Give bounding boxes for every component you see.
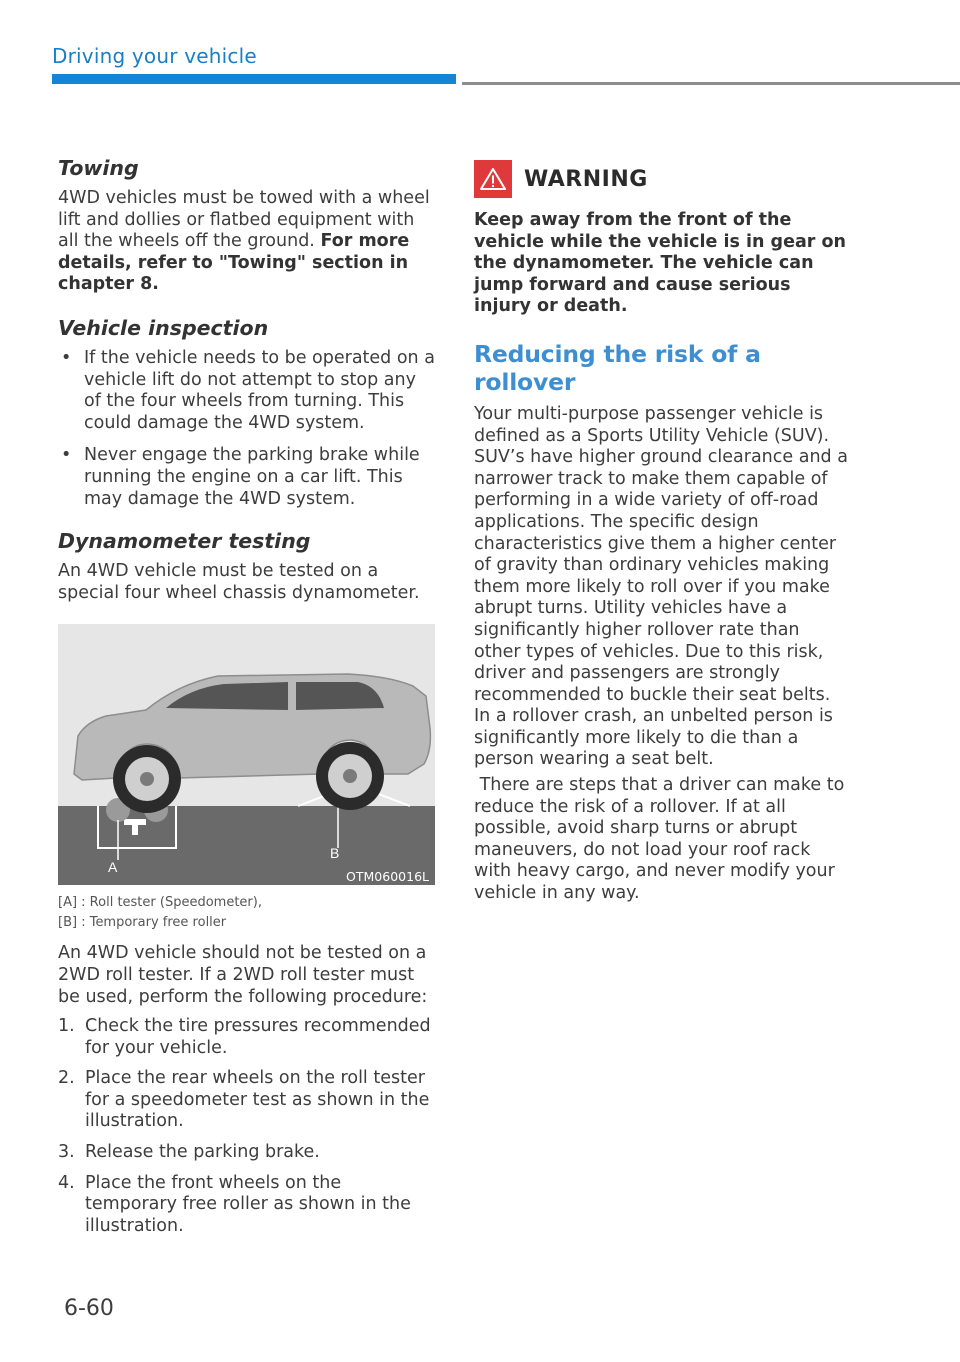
rollover-section <box>474 340 850 905</box>
right-column <box>474 156 850 905</box>
warning-box <box>474 160 850 318</box>
warning-header <box>474 160 850 198</box>
list-item: 3. Release the parking brake. <box>58 1142 320 1163</box>
rollover-paragraph-1: Your multi-purpose passenger vehicle is defined as a Sports Utility Vehicle (SUV). SUV’s have higher ground clearance and a narrower track to make them capable of performing in a wide variety of off-road applications. The specific design characteristics give them a higher center of gravity than ordinary vehicles making them more likely to roll over if you make abrupt turns. Utility vehicles have a significantly higher rollover rate than other types of vehicles. Due to this risk, driver and passengers are strongly recommended to buckle their seat belts. In a rollover crash, an unbelted person is significantly more likely to die than a person wearing a seat belt. <box>474 403 848 770</box>
left-column <box>58 156 438 1246</box>
towing-reference: For more details, refer to "Towing" section in chapter 8. <box>58 231 410 295</box>
caption-line-a: [A] : Roll tester (Speedometer), <box>58 895 262 911</box>
towing-text: 4WD vehicles must be towed with a wheel lift and dollies or flatbed equipment with all the wheels off the ground. For more details, refer to "Towing" section in chapter 8. <box>58 188 430 295</box>
rollover-paragraph-2: There are steps that a driver can make to reduce the risk of a rollover. If at all possible, avoid sharp turns or abrupt maneuvers, do not load your roof rack with heavy cargo, and never modify your vehicle in any way. <box>474 775 850 904</box>
inspection-heading: Vehicle inspection <box>58 315 269 340</box>
inspection-list <box>58 348 438 510</box>
procedure-steps <box>58 1016 438 1237</box>
dynamometer-heading: Dynamometer testing <box>58 529 311 554</box>
list-item: • Never engage the parking brake while running the engine on a car lift. This may damage the 4WD system. <box>61 445 420 509</box>
page-number: 6-60 <box>64 1296 114 1321</box>
warning-title: WARNING <box>524 166 648 192</box>
figure-label-b: B <box>330 845 340 862</box>
rollover-heading: Reducing the risk of a rollover <box>474 339 761 396</box>
inspection-section <box>58 316 438 510</box>
dynamometer-section <box>58 529 438 604</box>
list-item: • If the vehicle needs to be operated on a vehicle lift do not attempt to stop any of the four wheels from turning. This could damage the 4WD system. <box>61 347 435 433</box>
bullet-dot: • <box>61 445 72 466</box>
car-on-roller-illustration <box>58 624 435 885</box>
warning-triangle-icon <box>474 160 512 198</box>
page-header-title: Driving your vehicle <box>52 44 257 68</box>
dynamometer-illustration <box>58 624 435 885</box>
towing-heading: Towing <box>58 156 139 180</box>
towing-section <box>58 156 438 296</box>
list-item: 2. Place the rear wheels on the roll tester for a speedometer test as shown in the illustration. <box>58 1068 430 1132</box>
header-blue-bar <box>52 74 456 84</box>
list-item: 4. Place the front wheels on the temporary free roller as shown in the illustration. <box>58 1172 411 1236</box>
figure-code: OTM060016L <box>346 869 429 885</box>
figure-caption <box>58 893 438 933</box>
dynamometer-text: An 4WD vehicle must be tested on a special four wheel chassis dynamometer. <box>58 561 420 603</box>
bullet-dot: • <box>61 347 72 368</box>
warning-text: Keep away from the front of the vehicle while the vehicle is in gear on the dynamometer. The vehicle can jump forward and cause serious injury or death. <box>474 210 846 317</box>
list-item: 1. Check the tire pressures recommended for your vehicle. <box>58 1016 431 1058</box>
roll-tester-text: An 4WD vehicle should not be tested on a 2WD roll tester. If a 2WD roll tester must be used, perform the following procedure: <box>58 943 428 1007</box>
figure-label-a: A <box>108 859 118 876</box>
header-gray-rule <box>462 82 960 85</box>
caption-line-b: [B] : Temporary free roller <box>58 915 227 931</box>
